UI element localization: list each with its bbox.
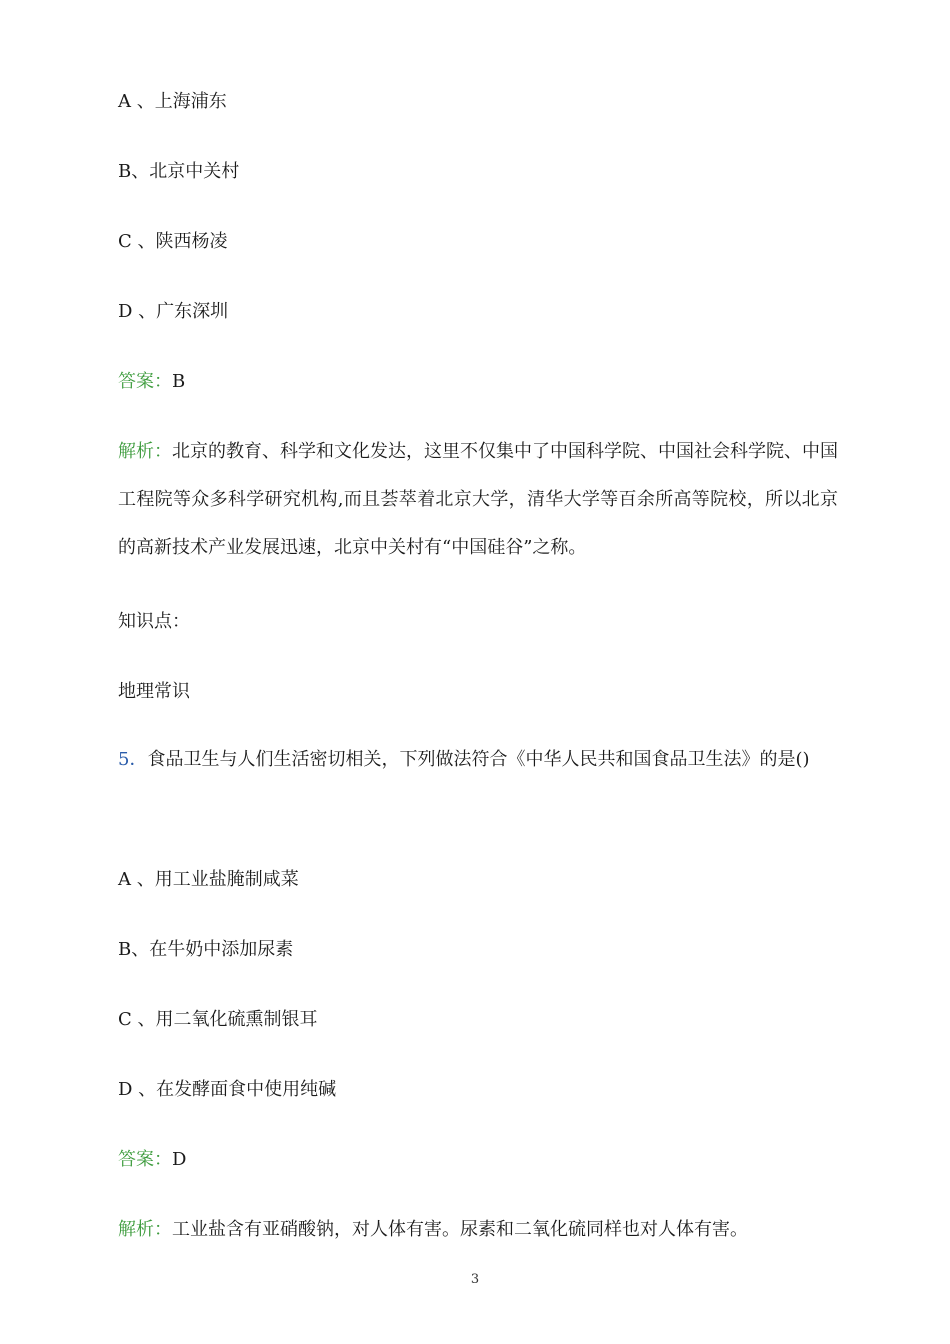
page-number: 3 — [470, 1272, 480, 1287]
q4-option-b: B、北京中关村 — [118, 161, 240, 182]
q5-stem-text: 食品卫生与人们生活密切相关，下列做法符合《中华人民共和国食品卫生法》的是() — [147, 749, 810, 770]
q4-option-a: A 、上海浦东 — [118, 91, 227, 112]
q5-answer — [118, 1148, 186, 1172]
q5-option-b: B、在牛奶中添加尿素 — [118, 939, 294, 960]
q5-option-a: A 、用工业盐腌制咸菜 — [118, 869, 299, 890]
q4-answer-label: 答案： — [118, 371, 172, 392]
q5-analysis-text: 工业盐含有亚硝酸钠，对人体有害。尿素和二氧化硫同样也对人体有害。 — [172, 1219, 748, 1240]
q5-analysis — [118, 1218, 748, 1242]
q5-option-c: C 、用二氧化硫熏制银耳 — [118, 1009, 318, 1030]
q5-answer-value: D — [172, 1149, 187, 1170]
q4-analysis-text: 北京的教育、科学和文化发达，这里不仅集中了中国科学院、中国社会科学院、中国工程院等众多科学研究机构,而且荟萃着北京大学，清华大学等百余所高等院校，所以北京的高新技术产业发展迅速，北京中关村有“中国硅谷”之称。 — [118, 441, 838, 558]
q4-knowledge-label: 知识点： — [118, 611, 190, 632]
q5-stem — [118, 736, 838, 784]
q4-answer-value: B — [172, 371, 186, 392]
q5-option-d: D 、在发酵面食中使用纯碱 — [118, 1079, 337, 1100]
q4-option-d: D 、广东深圳 — [118, 301, 229, 322]
q5-answer-label: 答案： — [118, 1149, 172, 1170]
q4-option-c: C 、陕西杨凌 — [118, 231, 228, 252]
q5-number: 5． — [118, 749, 148, 770]
q4-knowledge-value: 地理常识 — [118, 681, 190, 702]
q4-analysis — [118, 428, 838, 572]
q4-answer — [118, 370, 185, 394]
q4-analysis-label: 解析： — [118, 441, 172, 462]
q5-analysis-label: 解析： — [118, 1219, 172, 1240]
